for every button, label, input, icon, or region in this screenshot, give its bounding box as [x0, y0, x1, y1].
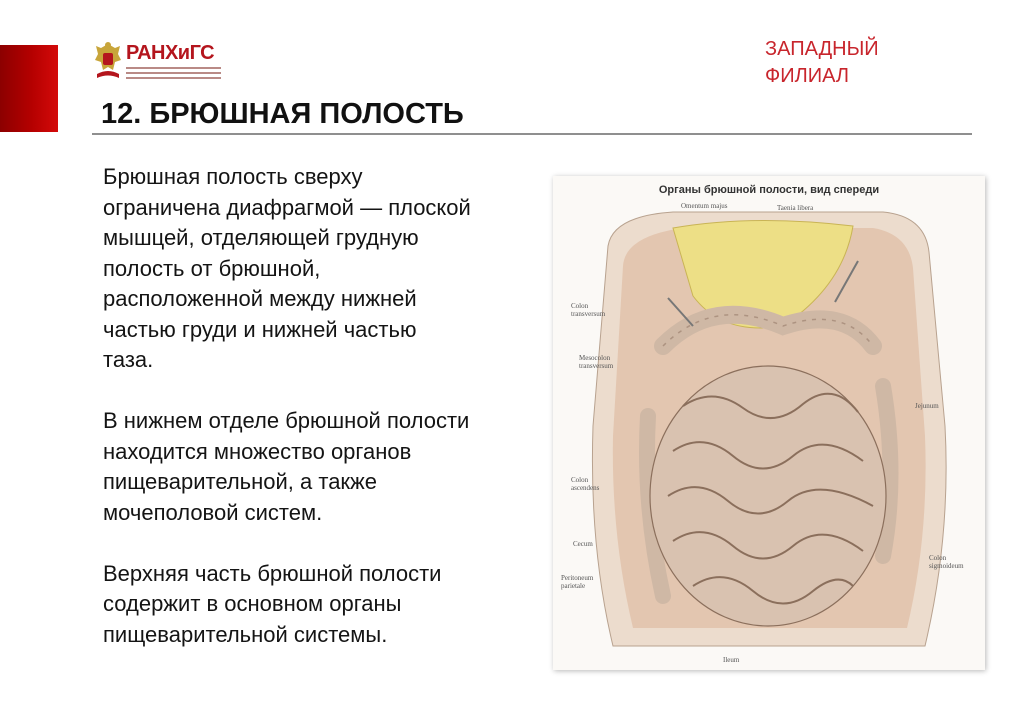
- text-line: Верхняя часть брюшной полости: [103, 560, 442, 586]
- label-peritoneum: Peritoneum parietale: [561, 574, 594, 590]
- text-line: находится множество органов: [103, 438, 412, 464]
- figure-title: Органы брюшной полости, вид спереди: [658, 184, 880, 196]
- label-cecum: Cecum: [573, 540, 593, 548]
- text-line: частью груди и нижней частью: [103, 316, 417, 342]
- text-line: мочеполовой систем.: [103, 499, 323, 525]
- logo: [93, 40, 223, 84]
- abdominal-organs-illustration: [553, 176, 985, 670]
- text-line: содержит в основном органы: [103, 591, 402, 616]
- logo-subtitle-lines: [126, 67, 221, 82]
- label-colon-transversum: Colon transversum: [571, 302, 606, 318]
- label-ileum: Ileum: [723, 656, 740, 664]
- branch-line-1: ЗАПАДНЫЙ: [765, 38, 879, 60]
- text-line: ограничена диафрагмой — плоской: [103, 194, 471, 220]
- text-line: В нижнем отделе брюшной полости: [103, 408, 470, 433]
- anatomy-figure: [553, 176, 985, 670]
- branch-label: [765, 36, 879, 90]
- label-colon-ascendens: Colon ascendens: [571, 476, 600, 492]
- label-mesocolon: Mesocolon transversum: [579, 354, 614, 370]
- label-omentum: Omentum majus: [681, 202, 728, 210]
- text-line: мышцей, отделяющей грудную: [103, 225, 419, 250]
- text-line: полость от брюшной,: [103, 255, 321, 281]
- body-text: [103, 162, 553, 681]
- label-taenia: Taenia libera: [777, 204, 814, 212]
- paragraph-3: [103, 559, 553, 651]
- eagle-emblem-icon: [93, 40, 123, 82]
- slide-title: 12. БРЮШНАЯ ПОЛОСТЬ: [101, 98, 464, 130]
- text-line: расположенной между нижней: [103, 286, 417, 311]
- paragraph-1: [103, 162, 553, 376]
- text-line: пищеварительной, а также: [103, 469, 378, 494]
- paragraph-2: [103, 406, 553, 528]
- accent-bar: [0, 45, 58, 132]
- label-jejunum: Jejunum: [915, 402, 939, 410]
- label-colon-sigmoideum: Colon sigmoideum: [929, 554, 964, 570]
- text-line: таза.: [103, 347, 154, 372]
- text-line: Брюшная полость сверху: [103, 164, 363, 189]
- branch-line-2: ФИЛИАЛ: [765, 65, 849, 87]
- logo-wordmark: РАНХиГС: [126, 42, 215, 64]
- text-line: пищеварительной системы.: [103, 621, 388, 647]
- title-divider: [92, 133, 972, 135]
